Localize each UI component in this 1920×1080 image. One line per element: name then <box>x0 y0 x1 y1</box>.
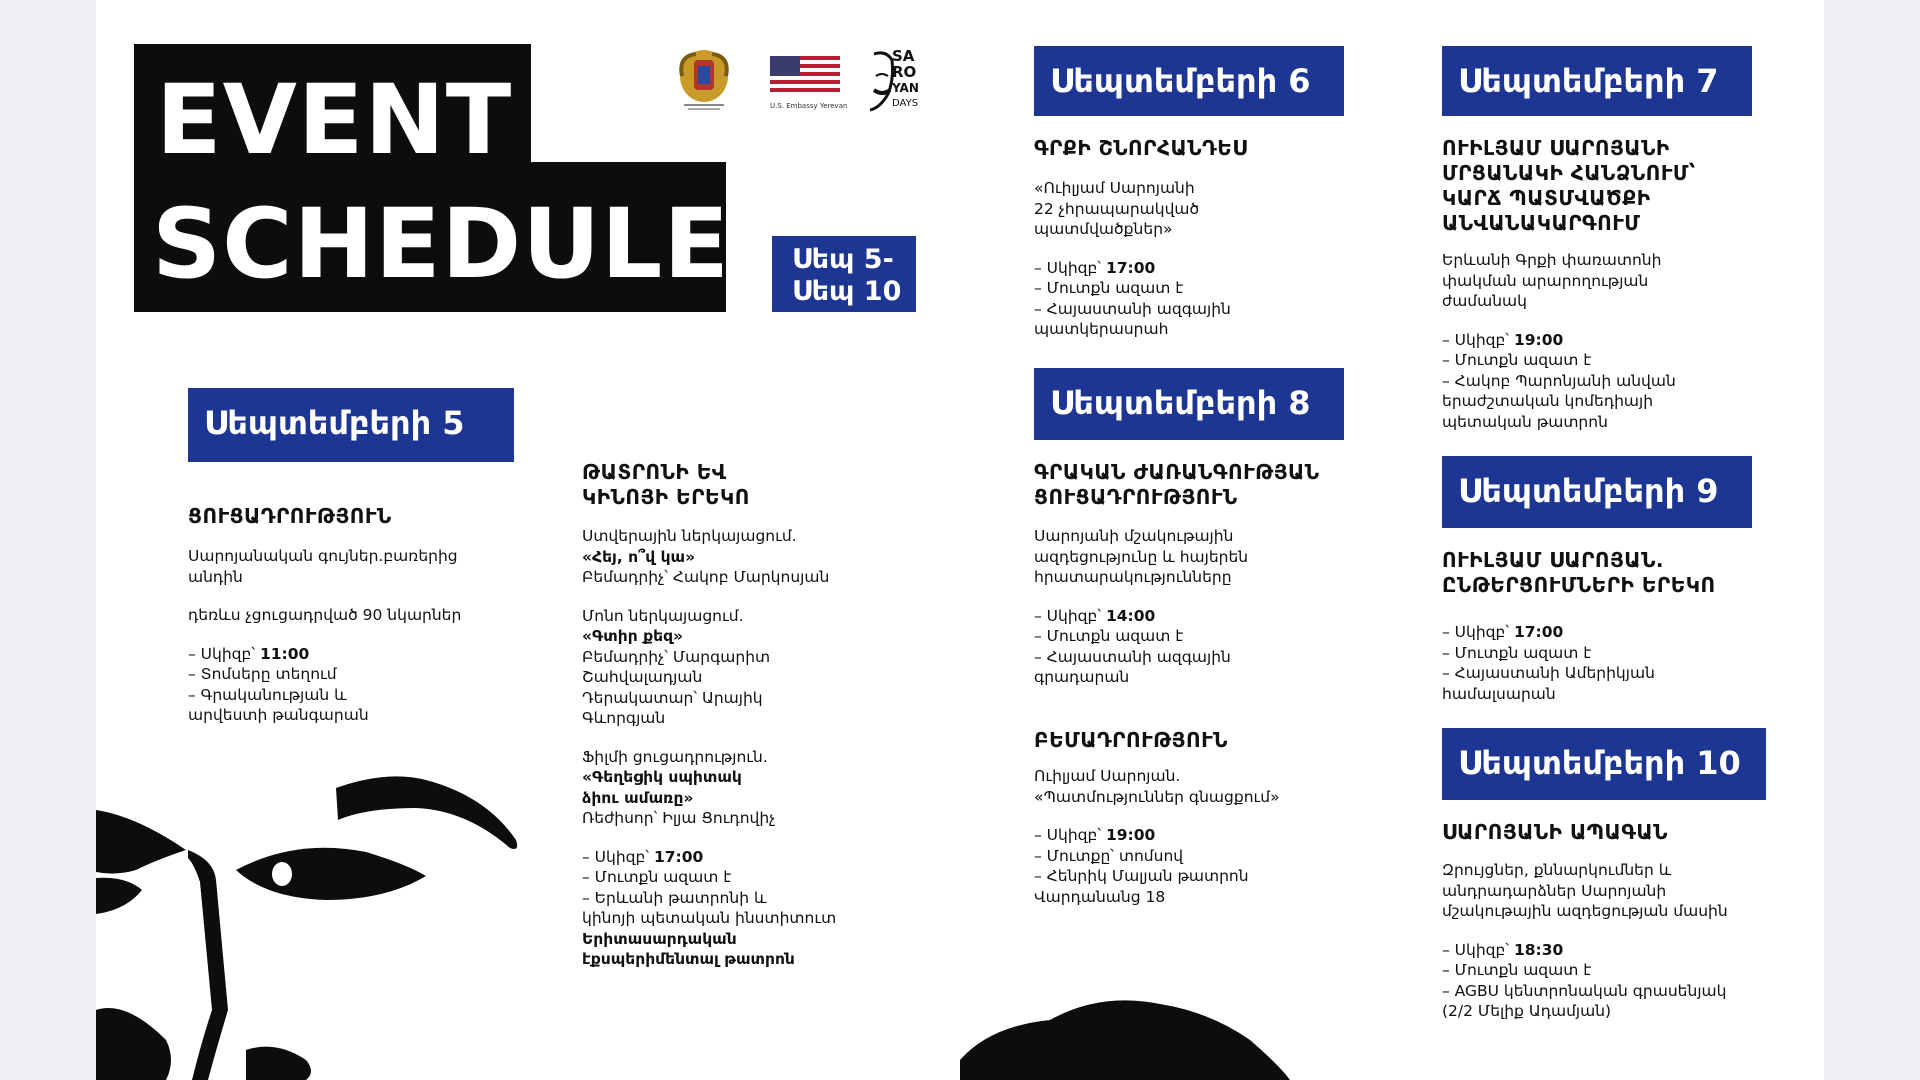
event-title-book-launch: ԳՐՔԻ ՇՆՈՐՀԱՆԴԵՍ <box>1034 136 1248 160</box>
event-title-reading-evening: ՈՒԻԼՅԱՄ ՍԱՐՈՅԱՆ. ԸՆԹԵՐՑՈՒՄՆԵՐԻ ԵՐԵԿՈ <box>1442 548 1716 597</box>
event-title-exhibition: ՑՈՒՑԱԴՐՈՒԹՅՈՒՆ <box>188 504 392 528</box>
saroyan-days-logo <box>866 46 936 116</box>
saroyan-logo-text-2: RO <box>892 63 917 81</box>
event-poster <box>96 0 1824 1080</box>
start-time: 17:00 <box>653 847 704 866</box>
event-desc-saroyan-prize: Երևանի Գրքի փառատոնի փակման արարողության ժամանակ – Սկիզբ՝ 19:00 – Մուտքն ազատ է – Հակոբ Պարոնյանի անվան երաժշտական կոմեդիայի պետական թատրոն <box>1442 251 1676 431</box>
saroyan-logo-text-4: DAYS <box>892 98 919 109</box>
start-time: 19:00 <box>1513 330 1564 349</box>
event-desc-literary-heritage: Սարոյանի մշակութային ազդեցությունը և հայերեն հրատարակությունները – Սկիզբ՝ 14:00 – Մուտքն ազատ է – Հայաստանի ազգային գրադարան <box>1034 527 1249 686</box>
date-range-line-2: Սեպ 10 <box>792 276 902 307</box>
embassy-caption: U.S. Embassy Yerevan <box>770 102 848 110</box>
date-badge-sep-7: Սեպտեմբերի 7 <box>1442 46 1752 116</box>
start-time: 17:00 <box>1105 258 1156 277</box>
event-desc-book-launch: «Ուիլյամ Սարոյանի 22 չհրապարակված պատմվածքներ» – Սկիզբ՝ 17:00 – Մուտքն ազատ է – Հայաստանի ազգային պատկերասրահ <box>1034 179 1231 338</box>
date-range-line-1: Սեպ 5- <box>792 244 894 275</box>
date-badge-sep-5: Սեպտեմբերի 5 <box>188 388 514 462</box>
event-title-saroyan-prize: ՈՒԻԼՅԱՄ ՍԱՐՈՅԱՆԻ ՄՐՑԱՆԱԿԻ ՀԱՆՁՆՈՒՄ՝ ԿԱՐՃ ՊԱՏՄՎԱԾՔԻ ԱՆՎԱՆԱԿԱՐԳՈՒՄ <box>1442 136 1696 235</box>
start-time: 18:30 <box>1513 940 1564 959</box>
event-desc-theatre-cinema: Ստվերային ներկայացում. «Հեյ, ո՞վ կա» Բեմադրիչ՝ Հակոբ Մարկոսյան Մոնո ներկայացում. «Գտիր քեզ» Բեմադրիչ՝ Մարգարիտ Շահվալադյան Դերակատար՝ Արայիկ Գևորգյան Ֆիլմի ցուցադրություն. «Գեղեցիկ սպիտակ ձիու ամառը» Ռեժիսոր՝ Իլյա Ցուդովիչ – Սկիզբ՝ 17:00 – Մուտքն ազատ է – Երևանի թատրոնի և կինոյի պետական ինստիտուտ Երիտասարդական էքսպերիմենտալ թատրոն <box>582 527 837 968</box>
face-illustration <box>96 760 536 1080</box>
event-desc-reading-evening: – Սկիզբ՝ 17:00 – Մուտքն ազատ է – Հայաստանի Ամերիկյան համալսարան <box>1442 623 1655 703</box>
date-badge-sep-8: Սեպտեմբերի 8 <box>1034 368 1344 440</box>
title-block <box>134 44 730 312</box>
saroyan-logo-text-3: YAN <box>892 81 919 95</box>
date-badge-sep-9: Սեպտեմբերի 9 <box>1442 456 1752 528</box>
event-title-staging: ԲԵՄԱԴՐՈՒԹՅՈՒՆ <box>1034 728 1228 752</box>
hair-silhouette-illustration <box>960 990 1460 1080</box>
title-line-1: EVENT <box>156 64 513 176</box>
title-line-2: SCHEDULE <box>152 188 730 300</box>
us-flag-logo <box>770 56 848 110</box>
event-title-saroyan-future: ՍԱՐՈՅԱՆԻ ԱՊԱԳԱՆ <box>1442 820 1668 844</box>
date-badge-sep-6: Սեպտեմբերի 6 <box>1034 46 1344 116</box>
start-time: 17:00 <box>1513 623 1564 641</box>
date-range-badge <box>772 236 916 312</box>
saroyan-logo-text-1: SA <box>892 47 915 65</box>
date-badge-sep-10: Սեպտեմբերի 10 <box>1442 728 1766 800</box>
start-time: 11:00 <box>259 644 310 663</box>
start-time: 19:00 <box>1105 826 1156 844</box>
event-desc-saroyan-future: Զրույցներ, քննարկումներ և անդրադարձներ Սարոյանի մշակութային ազդեցության մասին – Սկիզբ՝ 18:30 – Մուտքն ազատ է – AGBU կենտրոնական գրասենյակ (2/2 Մելիք Ադամյան) <box>1442 861 1728 1020</box>
event-title-theatre-cinema: ԹԱՏՐՈՆԻ ԵՎ ԿԻՆՈՅԻ ԵՐԵԿՈ <box>582 460 750 509</box>
event-title-literary-heritage: ԳՐԱԿԱՆ ԺԱՌԱՆԳՈՒԹՅԱՆ ՑՈՒՑԱԴՐՈՒԹՅՈՒՆ <box>1034 460 1320 509</box>
event-desc-staging: Ուիլյամ Սարոյան. «Պատմություններ գնացքում» – Սկիզբ՝ 19:00 – Մուտքը՝ տոմսով – Հենրիկ Մալյան թատրոն Վարդանանց 18 <box>1034 767 1280 906</box>
event-desc-exhibition: Սարոյանական գույներ.բառերից անդին դեռևս չցուցադրված 90 նկարներ – Սկիզբ՝ 11:00 – Տոմսերը տեղում – Գրականության և արվեստի թանգարան <box>188 547 462 724</box>
start-time: 14:00 <box>1105 606 1156 625</box>
armenia-coat-of-arms-logo <box>674 46 734 112</box>
